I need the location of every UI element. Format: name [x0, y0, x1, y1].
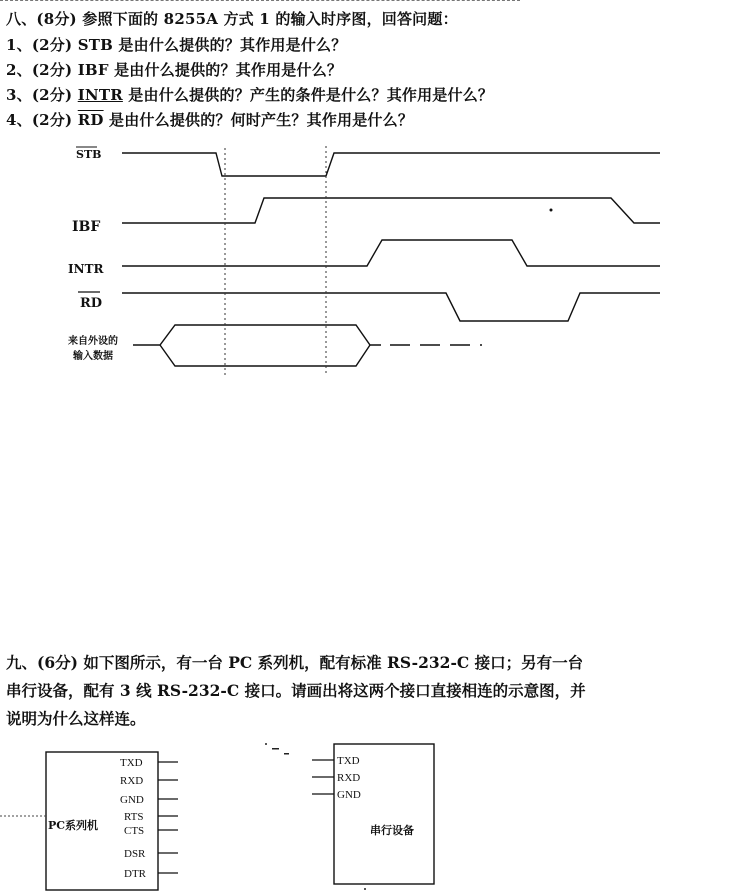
q9-line-3: 说明为什么这样连。 — [6, 709, 146, 728]
q8-title: 八、(8分) 参照下面的 8255A 方式 1 的输入时序图，回答问题： — [6, 10, 458, 28]
label-ibf: IBF — [72, 219, 101, 235]
q9-line-1: 九、(6分) 如下图所示，有一台 PC 系列机，配有标准 RS-232-C 接口；另有一台 — [6, 653, 584, 672]
q8-item-1-signal: STB — [77, 36, 113, 54]
label-data-1: 来自外设的 — [68, 336, 118, 347]
q8-item-4-signal: $\overline{RD}$ — [77, 111, 104, 129]
pc-pin-cts: CTS — [124, 825, 145, 837]
pc-pin-dtr: DTR — [124, 868, 146, 880]
q8-item-3-text: 是由什么提供的？产生的条件是什么？其作用是什么？ — [122, 86, 494, 104]
q8-item-2-signal: IBF — [77, 61, 109, 79]
q9-line-2: 串行设备，配有 3 线 RS-232-C 接口。请画出将这两个接口直接相连的示意图，并 — [6, 681, 586, 700]
label-rd: RD — [80, 296, 103, 311]
q8-item-3-num: 3、(2分) — [6, 86, 73, 104]
serial-pin-txd: TXD — [337, 755, 360, 767]
q8-item-3-signal: INTR — [77, 86, 123, 104]
pc-pin-gnd: GND — [120, 794, 144, 806]
pc-pin-rxd: RXD — [120, 775, 144, 787]
q8-item-4-text: 是由什么提供的？何时产生？其作用是什么？ — [103, 111, 414, 129]
pc-pin-rts: RTS — [124, 811, 144, 823]
label-intr: INTR — [68, 262, 104, 276]
q8-item-1-text: 是由什么提供的？其作用是什么？ — [113, 36, 347, 54]
pc-name: PC系列机 — [48, 819, 99, 832]
pc-pin-dsr: DSR — [124, 848, 146, 860]
q8-item-4-num: 4、(2分) — [6, 111, 73, 129]
serial-pin-gnd: GND — [337, 789, 361, 801]
q8-item-1-num: 1、(2分) — [6, 36, 73, 54]
serial-name: 串行设备 — [370, 824, 414, 837]
label-stb: STB — [76, 148, 102, 161]
q8-item-2-text: 是由什么提供的？其作用是什么？ — [108, 61, 343, 79]
serial-pin-rxd: RXD — [337, 772, 361, 784]
q8-item-2-num: 2、(2分) — [6, 61, 73, 79]
pc-pin-txd: TXD — [120, 757, 143, 769]
label-data-2: 输入数据 — [73, 351, 113, 362]
